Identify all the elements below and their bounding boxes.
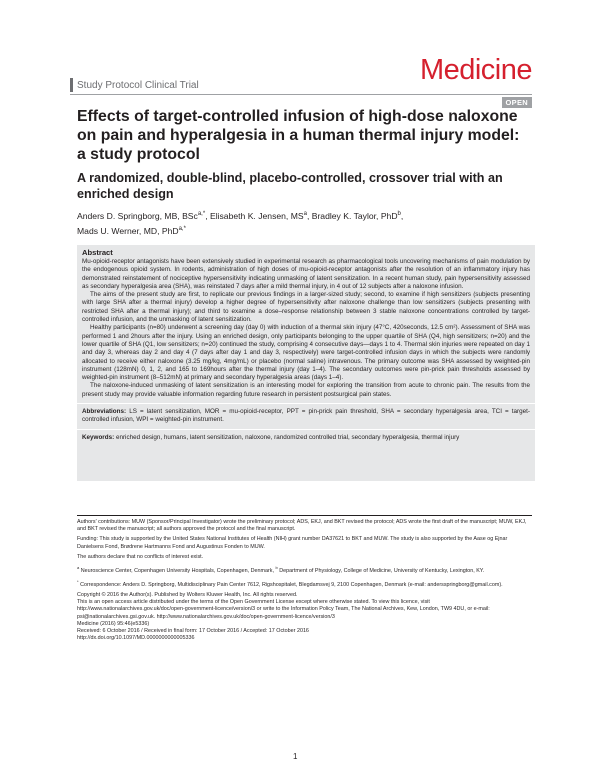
abbreviations-label: Abbreviations: bbox=[82, 408, 127, 416]
license: This is an open access article distributed under the terms of the Open Government License except where otherwise stated. To view this licence, visit http://www.nationalarchives.gov.uk/doc/open-government-licence/version/3 or write to the Information Policy Team, The National Archives, Kew, London, TW9 4DU, or e-mail: psi@nationalarchives.gsi.gov.uk. http://www.nationalarchives.gov.uk/doc/open-government-licence/version/3 bbox=[77, 599, 490, 620]
received-dates: Received: 6 October 2016 / Received in final form: 17 October 2016 / Accepted: 17 October 2016 bbox=[77, 628, 309, 635]
author-name: Anders D. Springborg, MB, BSc bbox=[77, 210, 198, 221]
section-label: Study Protocol Clinical Trial bbox=[77, 80, 199, 91]
correspondence-text: Correspondence: Anders D. Springborg, Multidisciplinary Pain Center 7612, Rigshospitalet, Blegdamsvej 9, 2100 Copenhagen, Denmark (e-mail: andersspringborg@gmail.com). bbox=[80, 581, 503, 588]
author-name: , Bradley K. Taylor, PhD bbox=[306, 210, 398, 221]
abstract-paragraph: Healthy participants (n=80) underwent a screening day (day 0) with induction of a thermal skin injury (47°C, 420seconds, 12.5 cm²). Assessment of SHA was performed 1 and 2hours after the injury. Using an enriched design, only participants belonging to the upper quartile of SHA (Q4, high sensitizers; n=20) and the lower quartile of SHA (Q1, low sensitizers; n=20) continued the study, comprising 4 consecutive days—days 1 to 4. Thermal skin injuries were repeated on day 1 and day 3, whereas day 2 and day 4 (7 days after day 1 and day 3, respectively) were target-controlled infusion days in which the subjects were randomly allocated to receive either naloxone (3.25 mg/kg, 4mg/mL) or placebo (normal saline) intravenous. The primary outcome was SHA assessed by weighted-pin instrument (128mN) 0, 1, 2, and 165 to 169hours after the thermal injury (day 1–4). The secondary outcomes were pin-prick pain thresholds assessed by weighted-pin instrument (8–512mN) at primary and secondary hyperalgesia areas (days 1–4). bbox=[82, 324, 530, 382]
abbreviations bbox=[82, 408, 530, 425]
affiliation-mark: a bbox=[77, 565, 80, 571]
abstract-paragraph: The aims of the present study are first, to replicate our previous findings in a larger-sized study; second, to examine if high sensitizers (subjects presenting with large SHA after a thermal injury) develop a higher degree of hypersensitivity after naloxone challenge than low sensitizers (subjects presenting with restricted SHA after a thermal injury); and third to examine a dose–response relationship between 3 stable naloxone concentrations controlled by target-controlled infusion, and the unmasking of latent sensitization. bbox=[82, 291, 530, 324]
doi-link[interactable]: http://dx.doi.org/10.1097/MD.0000000000005336 bbox=[77, 635, 195, 642]
affiliation-mark: a,* bbox=[178, 225, 186, 232]
keywords-label: Keywords: bbox=[82, 433, 115, 441]
contributions-note: Authors' contributions: MUW (Sponsor/Principal Investigator) wrote the preliminary protocol; ADS, EKJ, and BKT revised the protocol; ADS wrote the first draft of the manuscript; MUW, EKJ, and BKT revised the manuscript; all authors approved the protocol and the final manuscript. bbox=[77, 519, 527, 533]
conflicts-note: The authors declare that no conflicts of interest exist. bbox=[77, 553, 204, 560]
author-name: Mads U. Werner, MD, PhD bbox=[77, 225, 179, 236]
open-access-badge: OPEN bbox=[502, 97, 532, 108]
page-number: 1 bbox=[293, 752, 298, 761]
abstract-heading: Abstract bbox=[82, 248, 113, 257]
keywords-text: enriched design, humans, latent sensitization, naloxone, randomized controlled trial, secondary hyperalgesia, thermal injury bbox=[115, 433, 460, 441]
journal-logo: Medicine bbox=[419, 54, 532, 86]
article-subtitle: A randomized, double-blind, placebo-controlled, crossover trial with an enriched design bbox=[77, 171, 503, 201]
keywords bbox=[82, 434, 530, 442]
abstract-divider bbox=[77, 403, 535, 404]
affiliation-mark: a,* bbox=[197, 211, 206, 217]
header-divider bbox=[70, 94, 532, 95]
correspondence-mark: * bbox=[77, 579, 79, 585]
abstract-paragraph: The naloxone-induced unmasking of latent sensitization is an interesting model for exploring the transition from acute to chronic pain. The results from the present study may provide valuable information regarding future research in persistent postsurgical pain states. bbox=[82, 382, 530, 398]
affiliation-b: Department of Physiology, College of Medicine, University of Kentucky, Lexington, KY. bbox=[279, 567, 485, 574]
author-name: , Elisabeth K. Jensen, MS bbox=[205, 210, 304, 221]
affiliation-mark: b bbox=[275, 565, 278, 571]
affiliation-mark: a bbox=[303, 211, 307, 217]
affiliations bbox=[77, 564, 532, 575]
abstract-divider bbox=[77, 429, 535, 430]
copyright: Copyright © 2016 the Author(s). Published by Wolters Kluwer Health, Inc. All rights reserved. bbox=[77, 592, 298, 599]
section-marker bbox=[70, 78, 73, 92]
article-title: Effects of target-controlled infusion of high-dose naloxone on pain and hyperalgesia in a human thermal injury model: a study protocol bbox=[77, 108, 520, 163]
correspondence bbox=[77, 578, 532, 589]
affiliation-mark: b bbox=[397, 211, 401, 217]
funding-note: Funding: This study is supported by the United States National Institutes of Health (NIH) grant number DA37621 to BKT and MUW. The study is also supported by the Aase og Ejnar Danielsens Fond, Brødrene Hartmanns Fond and Augustinus Fonden to MUW. bbox=[77, 536, 508, 550]
abbreviations-text: LS = latent sensitization, MOR = mu-opioid-receptor, PPT = pin-prick pain threshold, SHA = secondary hyperalgesia area, TCI = target-controlled infusion, WPI = weighted-pin instrument. bbox=[82, 408, 531, 424]
abstract-paragraph: Mu-opioid-receptor antagonists have been extensively studied in experimental research as pharmacological tools uncovering mechanisms of pain modulation by the endogenous opioid system. In rodents, administration of high doses of mu-opioid-receptor antagonists after the resolution of an inflammatory injury has demonstrated reinstatement of nociceptive hypersensitivity indicating unmasking of latent sensitization. In a recent human study, pain hypersensitivity assessed as secondary hyperalgesia area (SHA), was reinstated 7 days after a mild thermal injury, in 4 out of 12 subjects after a naloxone infusion. bbox=[82, 258, 530, 290]
footnotes bbox=[77, 515, 532, 645]
affiliation-a: Neuroscience Center, Copenhagen University Hospitals, Copenhagen, Denmark, bbox=[80, 567, 275, 574]
citation: Medicine (2016) 95:46(e5336) bbox=[77, 620, 150, 627]
abstract-box bbox=[77, 245, 535, 481]
author-list: Anders D. Springborg, MB, BSc$^{a,*}$, Elisabeth K. Jensen, $MS^a$, Bradley K. Taylor, PhD$^b$, Mads U. Werner, MD, PhD$^{a,*}$ bbox=[77, 210, 404, 236]
